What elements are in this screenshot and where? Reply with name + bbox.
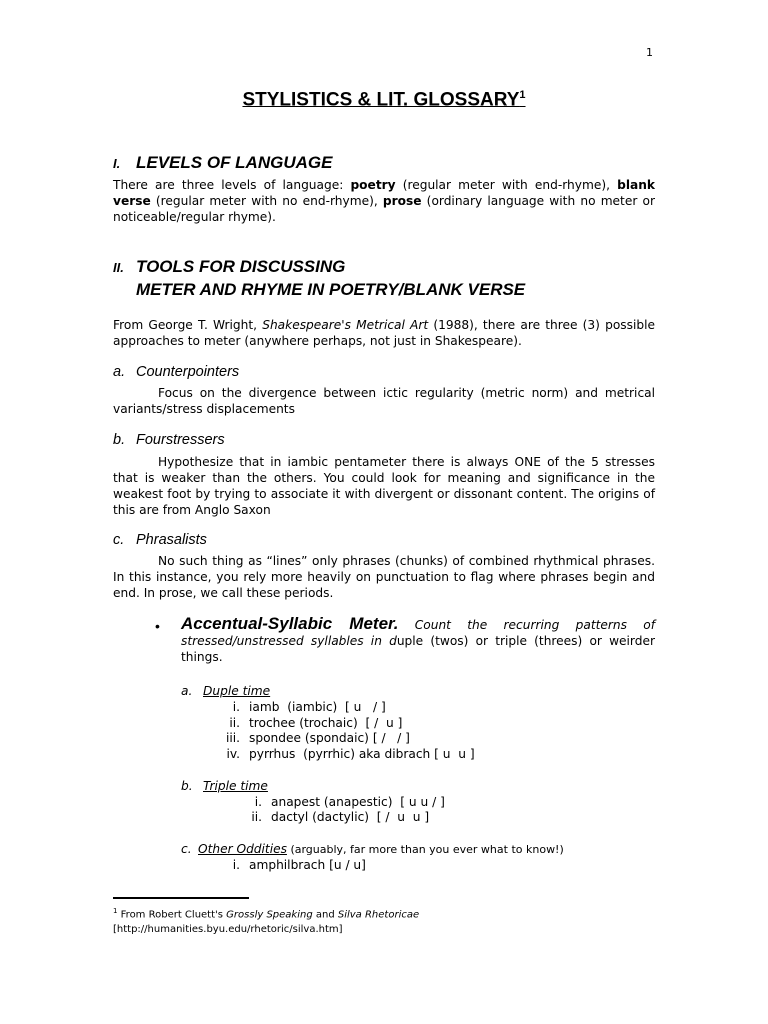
list-text: pyrrhus (pyrrhic) aka dibrach [ u u ] — [249, 747, 475, 761]
list-number: iv. — [226, 747, 240, 761]
footnote-url: [http://humanities.byu.edu/rhetoric/silva.htm] — [113, 924, 343, 936]
approach-letter: b. — [113, 432, 126, 448]
list-text: anapest (anapestic) [ u u / ] — [271, 795, 445, 809]
text-run: There are three levels of language: — [113, 178, 351, 192]
page-title — [0, 89, 768, 111]
footnote — [113, 904, 419, 937]
text-run: and — [312, 909, 338, 921]
list-number: ii. — [229, 716, 240, 730]
sub-title: Duple time — [203, 684, 271, 698]
list-item — [216, 858, 366, 872]
list-text: amphilbrach [u / u] — [249, 858, 366, 872]
accentual-heading: Accentual-Syllabic Meter. — [181, 614, 399, 633]
sub-title: Other Oddities — [198, 842, 287, 856]
list-number: i. — [232, 858, 240, 872]
list-number: i. — [254, 795, 262, 809]
other-oddities-heading — [181, 842, 564, 856]
triple-time-heading — [181, 779, 268, 793]
section-1-number: I. — [113, 156, 121, 171]
page-number: 1 — [646, 46, 653, 59]
list-item — [216, 716, 402, 730]
book-title: Silva Rhetoricae — [337, 909, 420, 921]
bullet-icon: • — [155, 618, 160, 634]
duple-time-heading — [181, 684, 270, 698]
sub-letter: b. — [181, 779, 193, 793]
text-run: Hypothesize that in iambic pentameter there is always ONE of the 5 stresses that is weaker than the others. You could look for meaning and significance in the weakest foot by trying to associate it with divergent or dissonant content. The origins of this are from Anglo Saxon — [113, 455, 655, 517]
approach-c-text — [113, 553, 655, 601]
term-blank-verse: blank verse — [113, 178, 656, 208]
approach-letter: c. — [113, 532, 125, 548]
text-run: From George T. Wright, — [113, 318, 263, 332]
list-item — [216, 747, 475, 761]
list-item — [238, 810, 429, 824]
list-number: iii. — [225, 731, 240, 745]
text-run: (regular meter with no end-rhyme), — [150, 194, 383, 208]
oddities-note: (arguably, far more than you ever what to know!) — [286, 843, 564, 856]
section-2-heading — [113, 256, 525, 301]
list-text: spondee (spondaic) [ / / ] — [249, 731, 410, 745]
approach-letter: a. — [113, 364, 126, 380]
section-2-intro — [113, 317, 655, 349]
sub-letter: a. — [181, 684, 193, 698]
approach-name: Phrasalists — [136, 532, 207, 548]
title-footnote-mark: 1 — [519, 89, 526, 101]
text-run: From Robert Cluett's — [117, 909, 227, 921]
term-poetry: poetry — [350, 178, 396, 192]
list-item — [216, 700, 386, 714]
text-run: (ordinary language with no meter or noticeable/regular rhyme). — [113, 194, 655, 224]
footnote-divider — [113, 897, 249, 899]
title-text: STYLISTICS & LIT. GLOSSARY — [242, 89, 520, 111]
book-title: Shakespeare's Metrical Art — [262, 318, 429, 332]
accentual-syllabic-paragraph — [181, 616, 655, 665]
approach-b-heading — [113, 432, 225, 448]
list-text: trochee (trochaic) [ / u ] — [249, 716, 403, 730]
section-1-heading — [113, 153, 332, 173]
footnote-mark: 1 — [113, 907, 118, 915]
approach-b-text — [113, 454, 655, 518]
term-prose: prose — [382, 194, 422, 208]
section-2-title-line-2: METER AND RHYME IN POETRY/BLANK VERSE — [136, 280, 526, 299]
sub-letter: c. — [181, 842, 192, 856]
text-run: No such thing as “lines” only phrases (chunks) of combined rhythmical phrases. In this instance, you rely more heavily on punctuation to flag where phrases begin and end. In prose, we call these periods. — [113, 554, 655, 600]
list-item — [216, 731, 410, 745]
list-number: i. — [232, 700, 240, 714]
approach-a-text — [113, 385, 655, 417]
list-number: ii. — [251, 810, 262, 824]
list-text: iamb (iambic) [ u / ] — [249, 700, 386, 714]
section-2-title-line-1: TOOLS FOR DISCUSSING — [136, 257, 346, 276]
book-title: Grossly Speaking — [226, 909, 313, 921]
section-2-number: II. — [113, 260, 124, 275]
approach-a-heading — [113, 364, 239, 380]
section-1-title: LEVELS OF LANGUAGE — [136, 153, 333, 172]
approach-name: Fourstressers — [136, 432, 225, 448]
text-run: (1988), there are three (3) possible approaches to meter (anywhere perhaps, not just in Shakespeare). — [113, 318, 655, 348]
list-item — [238, 795, 445, 809]
section-1-paragraph — [113, 177, 655, 225]
sub-title: Triple time — [203, 779, 268, 793]
approach-c-heading — [113, 532, 207, 548]
text-run: uple (twos) or triple (threes) or weirder things. — [181, 634, 655, 664]
text-run: Focus on the divergence between ictic regularity (metric norm) and metrical variants/stress displacements — [113, 386, 655, 416]
text-run: Count the recurring patterns of stressed/unstressed syllables in d — [181, 618, 656, 648]
text-run: (regular meter with end-rhyme), — [395, 178, 618, 192]
approach-name: Counterpointers — [136, 364, 240, 380]
list-text: dactyl (dactylic) [ / u u ] — [271, 810, 430, 824]
